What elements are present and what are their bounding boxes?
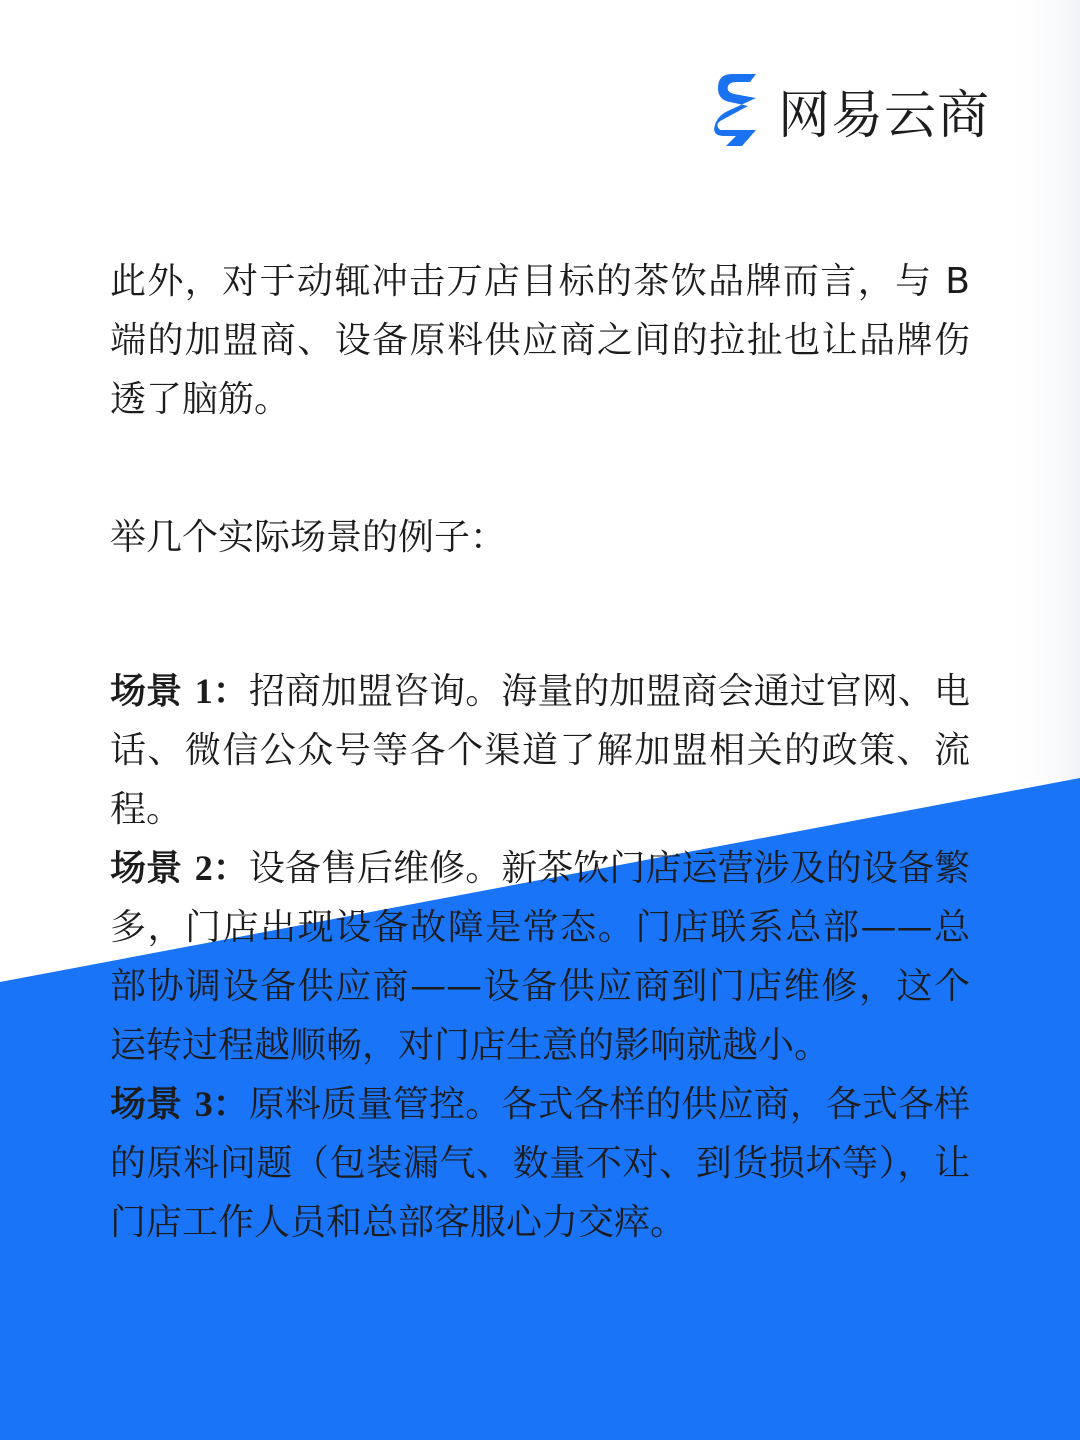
scene-label: 场景 3： (110, 1083, 249, 1125)
article-body (110, 252, 970, 1243)
brand-name: 网易云商 (778, 85, 991, 146)
intro-paragraph: 此外，对于动辄冲击万店目标的茶饮品牌而言，与 B 端的加盟商、设备原料供应商之间的拉扯也让品牌伤透了脑筋。 (110, 261, 970, 420)
examples-intro: 举几个实际场景的例子： (110, 517, 507, 558)
scene-item (110, 662, 970, 839)
scene-item (110, 1075, 970, 1252)
scene-label: 场景 2： (110, 847, 249, 889)
scene-item (110, 839, 970, 1075)
brand-logo (712, 70, 990, 150)
scene-text: 设备售后维修。新茶饮门店运营涉及的设备繁多，门店出现设备故障是常态。门店联系总部——总部协调设备供应商——设备供应商到门店维修，这个运转过程越顺畅，对门店生意的影响就越小。 (110, 848, 970, 1066)
scene-text: 招商加盟咨询。海量的加盟商会通过官网、电话、微信公众号等各个渠道了解加盟相关的政策、流程。 (110, 671, 970, 830)
right-edge-shade (1000, 0, 1080, 780)
scene-list (110, 662, 970, 1252)
netease-yunshang-logo-icon (712, 70, 768, 150)
scene-label: 场景 1： (110, 670, 249, 712)
scene-text: 原料质量管控。各式各样的供应商，各式各样的原料问题（包装漏气、数量不对、到货损坏等），让门店工作人员和总部客服心力交瘁。 (110, 1084, 970, 1243)
